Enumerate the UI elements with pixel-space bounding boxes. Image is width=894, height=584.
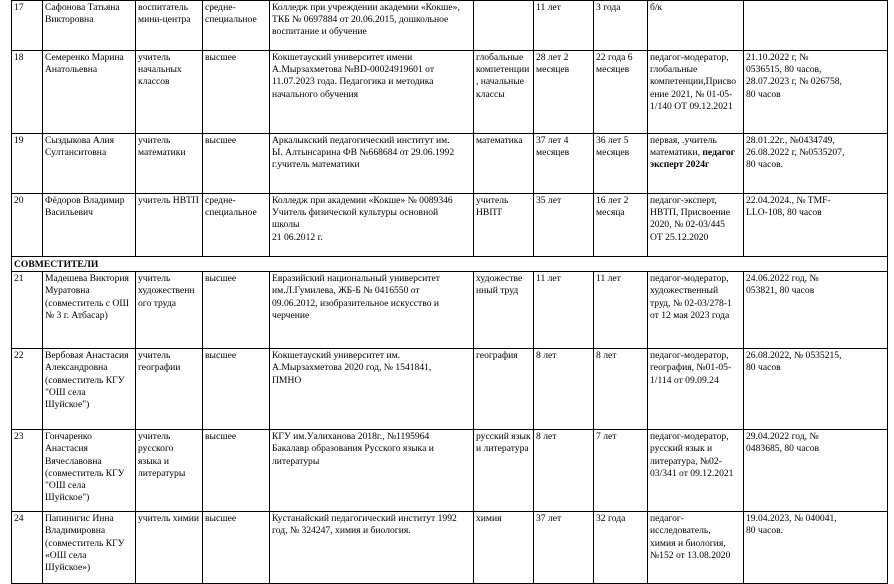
- row-number: 18: [12, 51, 43, 134]
- cell-line: месяцев: [536, 64, 570, 76]
- table-body-bottom: [12, 272, 888, 584]
- teacher-name: [43, 194, 136, 257]
- table-row: [12, 512, 888, 584]
- cell-line: ение 2021, № 01-05-: [650, 88, 733, 100]
- pedagogical-experience: [594, 1, 648, 51]
- cell-text-bold: педагог: [702, 147, 735, 159]
- cell-line: литературы: [272, 455, 320, 467]
- cell-line: специальное: [205, 14, 257, 26]
- cell-line: математики: [138, 147, 186, 159]
- qualification-category: [648, 349, 744, 430]
- qualification-category: [648, 1, 744, 51]
- cell-line: Шуйское»): [45, 562, 91, 574]
- table-row: [12, 51, 888, 134]
- cell-line: учитель: [476, 195, 509, 206]
- cell-line: (совместитель КГУ: [45, 374, 125, 386]
- cell-line: 28.07.2023 г, № 026758,: [746, 76, 842, 88]
- teacher-name: [43, 51, 136, 134]
- staff-table: [11, 0, 888, 584]
- table-row: [12, 349, 888, 430]
- education-institution: [270, 349, 474, 430]
- cell-line: НВТП, Присвоение: [650, 207, 731, 219]
- cell-line: Васильевич: [45, 207, 93, 219]
- education-institution: [270, 272, 474, 349]
- education-institution: [270, 51, 474, 134]
- row-number: 24: [12, 512, 43, 584]
- teacher-name: [43, 272, 136, 349]
- cell-line: литературы: [138, 467, 186, 479]
- cell-line: география, №01-05-: [650, 362, 732, 374]
- position: [136, 194, 203, 257]
- cell-line: Викторовна: [45, 14, 94, 26]
- cell-line: Анастасия: [45, 443, 88, 455]
- cell-line: 26.08.2022 г, №0535207,: [746, 147, 845, 159]
- cell-line: [650, 135, 741, 147]
- cell-line: педагог-модератор,: [650, 350, 729, 362]
- cell-line: Семеренко Марина: [45, 52, 124, 63]
- education-level: [203, 349, 270, 430]
- cell-line: 36 лет 5: [596, 135, 629, 146]
- cell-line: А.Мырзахметова 2020 год, № 1541841,: [272, 362, 432, 374]
- cell-line: А.Мырзахметова №BD-00024919601 от: [272, 64, 435, 76]
- pedagogical-experience: [594, 512, 648, 584]
- cell-line: исследователь,: [650, 525, 711, 537]
- cell-line: средне-: [205, 195, 236, 206]
- section-title: СОВМЕСТИТЕЛИ: [12, 257, 888, 272]
- education-institution: [270, 512, 474, 584]
- total-experience: [534, 349, 594, 430]
- cell-line: 80 часов.: [746, 159, 784, 171]
- section-header: [12, 257, 888, 272]
- cell-line: художественный: [650, 285, 719, 297]
- cell-line: Аркалыкский педагогический институт им.: [272, 135, 450, 146]
- cell-line: 29.04.2022 год, №: [746, 431, 819, 443]
- education-level: [203, 194, 270, 257]
- row-number: 21: [12, 272, 43, 349]
- cell-line: КГУ им.Уалиханова 2018г., №1195964: [272, 431, 430, 443]
- cell-line: Гончаренко: [45, 431, 92, 443]
- cell-line: 26.08.2022, № 0535215,: [746, 350, 842, 362]
- cell-line: 24.06.2022 год, №: [746, 273, 819, 285]
- position: [136, 134, 203, 194]
- cell-line: 11 лет: [596, 273, 621, 285]
- cell-line: 2020, № 02-03/445: [650, 219, 725, 231]
- courses: [744, 134, 888, 194]
- cell-line: Анатольевна: [45, 64, 98, 76]
- cell-line: учитель: [138, 431, 171, 443]
- cell-text: математики,: [650, 147, 703, 159]
- cell-line: специальное: [205, 207, 257, 219]
- cell-line: учитель: [138, 273, 171, 285]
- education-level: [203, 51, 270, 134]
- cell-line: Сафонова Татьяна: [45, 2, 120, 13]
- cell-line: 28.01.22г., №0434749,: [746, 135, 835, 146]
- table-row: [12, 134, 888, 194]
- cell-line: 19.04.2023, № 040041,: [746, 513, 837, 525]
- cell-line: Фёдоров Владимир: [45, 195, 125, 206]
- subject: [474, 349, 534, 430]
- cell-line: 80 часов: [746, 362, 781, 374]
- cell-line: высшее: [205, 431, 237, 443]
- cell-line: высшее: [205, 135, 237, 146]
- pedagogical-experience: [594, 349, 648, 430]
- subject: [474, 194, 534, 257]
- cell-line: 37 лет: [536, 513, 562, 525]
- cell-line: г.учитель математики: [272, 159, 360, 171]
- cell-line: учитель: [138, 135, 171, 146]
- cell-line: 80 часов.: [746, 525, 784, 537]
- courses: [744, 1, 888, 51]
- cell-line: литература, №02-: [650, 455, 722, 467]
- cell-line: месяца: [596, 207, 625, 219]
- qualification-category: [648, 512, 744, 584]
- total-experience: [534, 272, 594, 349]
- cell-line: география: [476, 350, 518, 362]
- cell-line: 8 лет: [596, 350, 617, 362]
- cell-line: педагог-модератор,: [650, 52, 729, 63]
- cell-line: НВПТ: [476, 207, 503, 219]
- cell-line: средне-: [205, 2, 236, 13]
- cell-line: школы: [272, 219, 300, 231]
- cell-line: Колледж при учреждении академии «Кокше»,: [272, 2, 460, 13]
- cell-line: б/к: [650, 2, 663, 13]
- cell-line: 21.10.2022 г, №: [746, 52, 809, 63]
- education-institution: [270, 430, 474, 512]
- cell-line: месяцев: [536, 147, 570, 159]
- cell-line: высшее: [205, 273, 237, 285]
- table-body-top: [12, 1, 888, 257]
- subject: [474, 1, 534, 51]
- cell-line: [650, 147, 741, 159]
- cell-line: месяцев: [596, 64, 630, 76]
- cell-line: мини-центра: [138, 14, 191, 26]
- cell-text: первая, .учитель: [650, 135, 717, 146]
- cell-line: ПМНО: [272, 374, 302, 386]
- cell-text-bold: эксперт 2024г: [650, 159, 710, 171]
- cell-line: педагог-: [650, 513, 685, 525]
- cell-line: 11 лет: [536, 2, 561, 13]
- courses: [744, 51, 888, 134]
- cell-line: педагог-модератор,: [650, 273, 729, 285]
- education-level: [203, 134, 270, 194]
- cell-line: 37 лет 4: [536, 135, 569, 146]
- position: [136, 1, 203, 51]
- cell-line: Вячеславовна: [45, 455, 102, 467]
- cell-line: 1/114 от 09.09.24: [650, 374, 719, 386]
- cell-line: 22 года 6: [596, 52, 633, 63]
- cell-line: от 12 мая 2023 года: [650, 309, 730, 321]
- cell-line: ого труда: [138, 297, 176, 309]
- cell-line: Сыздыкова Алия: [45, 135, 115, 146]
- cell-line: Ы. Алтынсарина ФВ №668684 от 29.06.1992: [272, 147, 455, 159]
- cell-line: воспитатель: [138, 2, 188, 13]
- cell-line: (совместитель КГУ: [45, 537, 125, 549]
- cell-line: 7 лет: [596, 431, 617, 443]
- qualification-category: [648, 51, 744, 134]
- cell-line: 16 лет 2: [596, 195, 629, 206]
- cell-line: 22.04.2024., № TMF-: [746, 195, 831, 206]
- teacher-name: [43, 349, 136, 430]
- cell-line: (совместитель с ОШ: [45, 297, 130, 309]
- cell-line: педагог-эксперт,: [650, 195, 717, 206]
- total-experience: [534, 134, 594, 194]
- cell-line: Бакалавр образования Русского языка и: [272, 443, 434, 455]
- cell-line: географии: [138, 362, 181, 374]
- cell-line: Кустанайский педагогический институт 1992: [272, 513, 457, 525]
- courses: [744, 349, 888, 430]
- cell-line: русского: [138, 443, 174, 455]
- cell-line: Александровна: [45, 362, 108, 374]
- education-institution: [270, 1, 474, 51]
- cell-line: 35 лет: [536, 195, 562, 206]
- qualification-category: [648, 134, 744, 194]
- subject: [474, 430, 534, 512]
- cell-line: , начальные: [476, 76, 524, 88]
- total-experience: [534, 430, 594, 512]
- cell-line: 0483685, 80 часов: [746, 443, 820, 455]
- cell-line: Вербовая Анастасия: [45, 350, 129, 362]
- education-institution: [270, 134, 474, 194]
- cell-line: год, № 324247, химия и биология.: [272, 525, 411, 537]
- cell-line: воспитание и обучение: [272, 26, 367, 38]
- cell-line: Муратовна: [45, 285, 90, 297]
- cell-line: 8 лет: [536, 431, 557, 443]
- cell-line: Колледж при академии «Кокше» № 0089346: [272, 195, 453, 206]
- cell-line: математика: [476, 135, 523, 146]
- cell-line: Шуйское"): [45, 492, 90, 504]
- table-row: [12, 1, 888, 51]
- total-experience: [534, 194, 594, 257]
- cell-line: 32 года: [596, 513, 626, 525]
- courses: [744, 430, 888, 512]
- cell-line: черчение: [272, 309, 310, 321]
- cell-line: компетенции: [476, 64, 530, 76]
- qualification-category: [648, 272, 744, 349]
- cell-line: Кокшетауский университет им.: [272, 350, 401, 362]
- pedagogical-experience: [594, 51, 648, 134]
- cell-line: (совместитель КГУ: [45, 467, 125, 479]
- teacher-name: [43, 430, 136, 512]
- table-row: [12, 430, 888, 512]
- education-level: [203, 512, 270, 584]
- cell-line: 80 часов: [746, 88, 781, 100]
- row-number: 23: [12, 430, 43, 512]
- subject: [474, 272, 534, 349]
- cell-line: "ОШ села: [45, 480, 86, 492]
- education-level: [203, 272, 270, 349]
- cell-line: языка и: [138, 455, 169, 467]
- cell-line: 053821, 80 часов: [746, 285, 815, 297]
- cell-line: 3 года: [596, 2, 621, 13]
- cell-line: 0536515, 80 часов,: [746, 64, 822, 76]
- row-number: 17: [12, 1, 43, 51]
- cell-line: учитель: [138, 350, 171, 362]
- cell-line: Учитель физической культуры основной: [272, 207, 439, 219]
- total-experience: [534, 512, 594, 584]
- cell-line: художестве: [476, 273, 523, 285]
- cell-line: учитель: [138, 52, 171, 63]
- cell-line: классы: [476, 88, 505, 100]
- total-experience: [534, 1, 594, 51]
- cell-line: ТКБ № 0697884 от 20.06.2015, дошкольное: [272, 14, 449, 26]
- subject: [474, 51, 534, 134]
- cell-line: им.Л.Гумилева, ЖБ-Б № 0416550 от: [272, 285, 420, 297]
- courses: [744, 512, 888, 584]
- cell-line: Мадешева Виктория: [45, 273, 129, 285]
- subject: [474, 134, 534, 194]
- courses: [744, 272, 888, 349]
- cell-line: 28 лет 2: [536, 52, 569, 63]
- cell-line: 11 лет: [536, 273, 561, 285]
- teacher-name: [43, 134, 136, 194]
- cell-line: химия и биология,: [650, 537, 726, 549]
- row-number: 22: [12, 349, 43, 430]
- pedagogical-experience: [594, 134, 648, 194]
- cell-line: «ОШ села: [45, 549, 87, 561]
- cell-line: глобальные: [650, 64, 698, 76]
- position: [136, 51, 203, 134]
- position: [136, 349, 203, 430]
- cell-line: и литература: [476, 443, 529, 455]
- row-number: 19: [12, 134, 43, 194]
- education-institution: [270, 194, 474, 257]
- pedagogical-experience: [594, 430, 648, 512]
- position: [136, 272, 203, 349]
- cell-line: 09.06.2012, изобразительное искусство и: [272, 297, 440, 309]
- cell-line: месяцев: [596, 147, 630, 159]
- table-row: [12, 194, 888, 257]
- teacher-name: [43, 512, 136, 584]
- cell-line: высшее: [205, 350, 237, 362]
- cell-line: глобальные: [476, 52, 524, 63]
- position: [136, 430, 203, 512]
- cell-line: 11.07.2023 года. Педагогика и методика: [272, 76, 434, 88]
- cell-line: Шуйское"): [45, 399, 90, 411]
- education-level: [203, 430, 270, 512]
- cell-line: №152 от 13.08.2020: [650, 549, 731, 561]
- cell-line: высшее: [205, 52, 237, 63]
- total-experience: [534, 51, 594, 134]
- education-level: [203, 1, 270, 51]
- cell-line: труд, № 02-03/278-1: [650, 297, 732, 309]
- cell-line: Папинигис Инна: [45, 513, 114, 525]
- cell-line: 8 лет: [536, 350, 557, 362]
- cell-line: [650, 159, 741, 171]
- cell-line: нный труд: [476, 285, 519, 297]
- pedagogical-experience: [594, 272, 648, 349]
- cell-line: русский язык и: [650, 443, 713, 455]
- cell-line: 21 06.2012 г.: [272, 231, 323, 243]
- cell-line: "ОШ села: [45, 386, 86, 398]
- cell-line: художественн: [138, 285, 195, 297]
- cell-line: 03/341 от 09.12.2021: [650, 467, 734, 479]
- cell-line: ОТ 25.12.2020: [650, 231, 709, 243]
- cell-line: химия: [476, 513, 502, 525]
- cell-line: начального обучения: [272, 88, 359, 100]
- courses: [744, 194, 888, 257]
- table-row: [12, 272, 888, 349]
- subject: [474, 512, 534, 584]
- cell-line: № 3 г. Атбасар): [45, 309, 108, 321]
- cell-line: начальных: [138, 64, 182, 76]
- qualification-category: [648, 194, 744, 257]
- cell-line: педагог-модератор,: [650, 431, 729, 443]
- cell-line: LLO-108, 80 часов: [746, 207, 822, 219]
- cell-line: высшее: [205, 513, 237, 525]
- position: [136, 512, 203, 584]
- cell-line: Султанситовна: [45, 147, 107, 159]
- cell-line: Владимировна: [45, 525, 106, 537]
- cell-line: 1/140 ОТ 09.12.2021: [650, 100, 733, 112]
- pedagogical-experience: [594, 194, 648, 257]
- row-number: 20: [12, 194, 43, 257]
- teacher-name: [43, 1, 136, 51]
- cell-line: учитель химии: [138, 513, 200, 525]
- cell-line: учитель НВТП: [138, 195, 199, 206]
- cell-line: русский язык: [476, 431, 531, 443]
- cell-line: Евразийский национальный университет: [272, 273, 440, 285]
- cell-line: Кокшетауский университет имени: [272, 52, 413, 63]
- cell-line: классов: [138, 76, 170, 88]
- cell-line: компетенции,Присво: [650, 76, 737, 88]
- qualification-category: [648, 430, 744, 512]
